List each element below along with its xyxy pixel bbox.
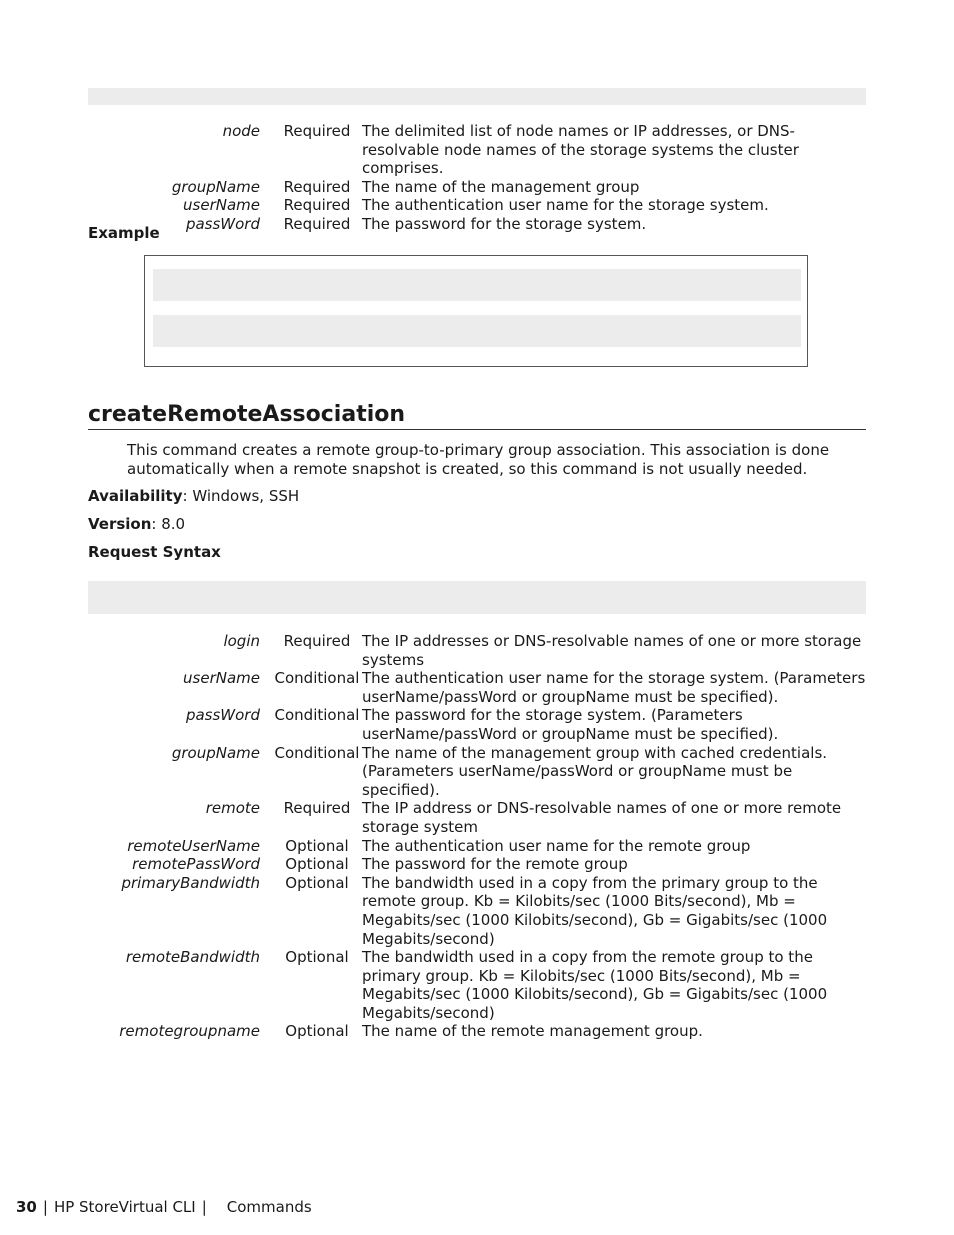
request-syntax-heading: Request Syntax [88,543,221,561]
table-row [88,632,868,669]
example-heading: Example [88,224,160,242]
param-table [88,632,868,1041]
table-row [88,799,868,836]
example-code-line [153,269,801,301]
availability-label: Availability [88,487,183,505]
table-row [88,178,868,197]
param-req: Conditional [274,669,360,688]
table-row [88,215,868,234]
top-param-table [88,122,868,234]
param-name: passWord [185,706,260,725]
param-name: primaryBandwidth [121,873,260,892]
table-row [88,1022,868,1041]
param-req: Required [283,214,351,233]
param-req: Required [283,632,351,650]
code-block-top [88,88,866,105]
footer-chapter: Commands [226,1198,312,1216]
param-name: remote [205,799,260,818]
availability-line [88,487,299,505]
table-row [88,669,868,706]
param-desc: The bandwidth used in a copy from the remote group to the primary group. Kb = Kilobits/sec (1000 Bits/second), Mb = Megabits/sec (1000 Kilobits/second), Gb = Gigabits/sec (1000 Megabits/second) [362,948,828,1022]
param-req: Conditional [274,706,360,725]
example-code-line [153,315,801,347]
param-desc: The delimited list of node names or IP addresses, or DNS-resolvable node names of the storage systems the cluster comprises. [362,122,799,178]
section-intro: This command creates a remote group-to-primary group association. This association is done automatically when a remote snapshot is created, so this command is not usually needed. [127,441,830,478]
param-desc: The password for the remote group [362,855,628,874]
param-desc: The name of the remote management group. [362,1022,703,1041]
param-desc: The IP address or DNS-resolvable names of one or more remote storage system [362,799,842,836]
param-desc: The IP addresses or DNS-resolvable names of one or more storage systems [362,632,862,669]
param-req: Required [283,177,351,196]
param-desc: The bandwidth used in a copy from the primary group to the remote group. Kb = Kilobits/sec (1000 Bits/second), Mb = Megabits/sec (1000 Kilobits/second), Gb = Gigabits/sec (1000 Megabits/second) [362,873,828,948]
param-desc: The password for the storage system. [362,214,647,233]
table-row [88,744,868,800]
param-name: login [223,632,260,650]
param-name: userName [183,196,260,215]
param-req: Optional [285,836,349,855]
section-title: createRemoteAssociation [88,402,866,430]
param-req: Optional [285,948,349,967]
availability-value: : Windows, SSH [182,487,300,505]
param-desc: The name of the management group with cached credentials. (Parameters userName/passWord or groupName must be specified). [362,743,828,799]
page-footer [16,1198,312,1216]
code-block-syntax [88,581,866,614]
param-name: remotePassWord [132,855,260,874]
table-row [88,874,868,948]
example-box [144,255,808,367]
param-req: Required [283,122,351,140]
table-row [88,706,868,743]
version-line [88,515,185,533]
table-row [88,122,868,178]
param-name: groupName [171,177,260,196]
version-label: Version [88,515,152,533]
table-row [88,948,868,1022]
param-name: remoteBandwidth [125,948,260,967]
param-name: userName [183,669,260,688]
param-desc: The authentication user name for the storage system. (Parameters userName/passWord or groupName must be specified). [362,669,866,706]
param-name: groupName [171,743,260,762]
param-req: Optional [285,873,349,892]
param-req: Optional [285,1022,349,1041]
param-req: Required [283,196,351,215]
version-value: : 8.0 [151,515,186,533]
footer-doc-title: HP StoreVirtual CLI [53,1198,196,1216]
param-desc: The authentication user name for the remote group [362,836,751,855]
param-desc: The authentication user name for the storage system. [362,196,769,215]
param-name: node [222,122,260,140]
param-name: remotegroupname [119,1022,260,1041]
footer-separator: | [42,1198,48,1216]
table-row [88,196,868,215]
param-req: Conditional [274,743,360,762]
param-name: passWord [185,214,260,233]
param-name: remoteUserName [127,836,260,855]
table-row [88,855,868,874]
table-row [88,837,868,856]
page-number: 30 [16,1198,37,1216]
param-desc: The password for the storage system. (Parameters userName/passWord or groupName must be specified). [362,706,779,743]
footer-separator: | [201,1198,207,1216]
param-req: Required [283,799,351,818]
param-desc: The name of the management group [362,177,640,196]
param-req: Optional [285,855,349,874]
